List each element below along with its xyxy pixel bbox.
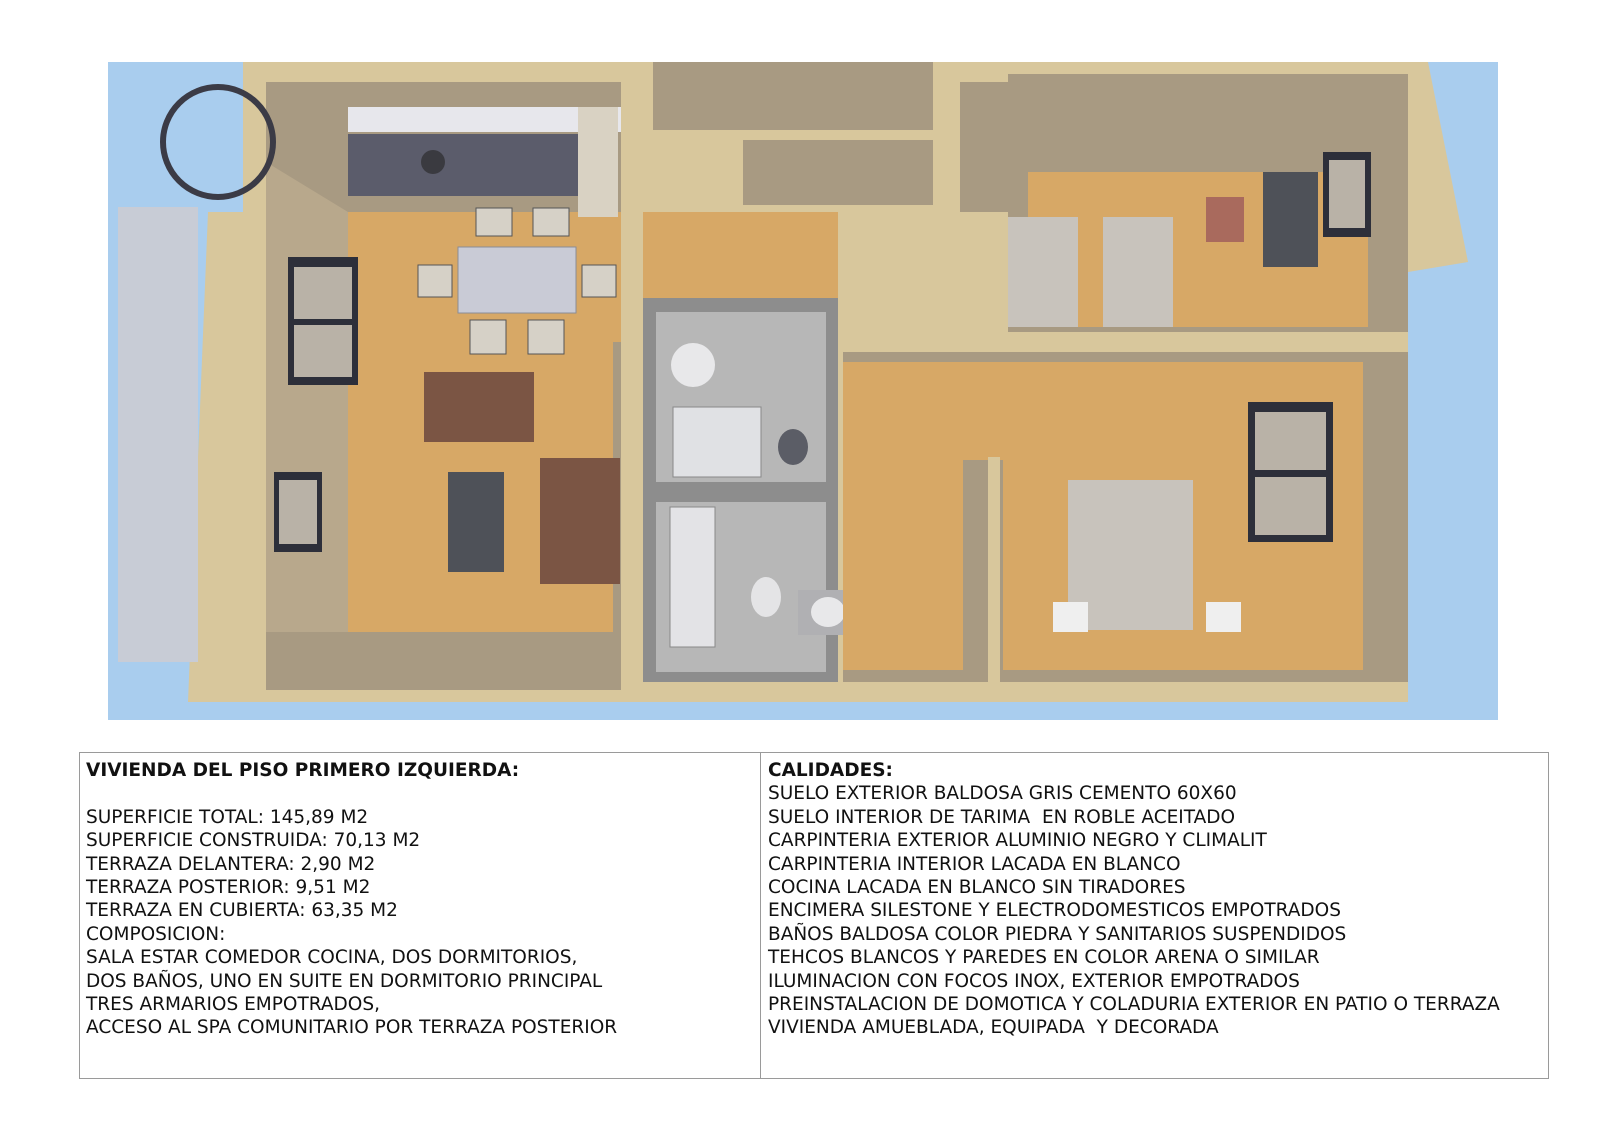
shower bbox=[673, 407, 761, 477]
floor-plan-render bbox=[108, 62, 1498, 720]
quality-line: CARPINTERIA EXTERIOR ALUMINIO NEGRO Y CLIMALIT bbox=[768, 830, 1267, 852]
window-glass bbox=[294, 325, 352, 377]
property-info-table bbox=[79, 752, 1549, 1079]
summary-line: TERRAZA POSTERIOR: 9,51 M2 bbox=[86, 877, 371, 899]
window-glass bbox=[1255, 477, 1326, 535]
quality-line: COCINA LACADA EN BLANCO SIN TIRADORES bbox=[768, 877, 1186, 899]
summary-line: TERRAZA DELANTERA: 2,90 M2 bbox=[86, 853, 376, 875]
window-glass bbox=[294, 267, 352, 319]
dining-chair bbox=[582, 265, 616, 297]
sofa bbox=[424, 372, 534, 442]
quality-line: BAÑOS BALDOSA COLOR PIEDRA Y SANITARIOS SUSPENDIDOS bbox=[768, 923, 1347, 945]
nightstand bbox=[1206, 602, 1241, 632]
window-glass bbox=[1329, 160, 1365, 228]
dining-chair bbox=[418, 265, 452, 297]
closet bbox=[743, 140, 933, 205]
dining-chair bbox=[470, 320, 506, 354]
spacer bbox=[86, 782, 746, 805]
washbasin bbox=[811, 597, 845, 627]
bathtub bbox=[670, 507, 715, 647]
armchair bbox=[1206, 197, 1244, 242]
quality-line: VIVIENDA AMUEBLADA, EQUIPADA Y DECORADA bbox=[768, 1017, 1219, 1039]
toilet bbox=[778, 429, 808, 465]
living-room-floor-perspective bbox=[266, 162, 348, 632]
summary-line: SALA ESTAR COMEDOR COCINA, DOS DORMITORIOS, bbox=[86, 947, 578, 969]
bed bbox=[1103, 217, 1173, 327]
interior-wall bbox=[838, 340, 1408, 352]
quality-line: SUELO EXTERIOR BALDOSA GRIS CEMENTO 60X60 bbox=[768, 783, 1237, 805]
summary-line: TRES ARMARIOS EMPOTRADOS, bbox=[86, 994, 380, 1016]
kitchen-sink bbox=[421, 150, 445, 174]
dining-chair bbox=[528, 320, 564, 354]
qualities-list bbox=[768, 759, 1538, 1040]
quality-line: SUELO INTERIOR DE TARIMA EN ROBLE ACEITADO bbox=[768, 806, 1236, 828]
nightstand bbox=[1053, 602, 1088, 632]
property-summary bbox=[86, 759, 746, 1040]
corridor-floor bbox=[848, 362, 1048, 452]
summary-line: SUPERFICIE TOTAL: 145,89 M2 bbox=[86, 806, 369, 828]
desk bbox=[1263, 172, 1318, 267]
kitchen-cabinets bbox=[348, 134, 578, 196]
interior-wall bbox=[988, 457, 1000, 682]
summary-line: ACCESO AL SPA COMUNITARIO POR TERRAZA POSTERIOR bbox=[86, 1017, 618, 1039]
dining-chair bbox=[533, 208, 569, 236]
window-glass bbox=[1255, 412, 1326, 470]
coffee-table bbox=[448, 472, 504, 572]
sofa bbox=[540, 458, 620, 584]
quality-line: CARPINTERIA INTERIOR LACADA EN BLANCO bbox=[768, 853, 1181, 875]
qualities-title: CALIDADES: bbox=[768, 760, 893, 781]
interior-wall bbox=[948, 62, 960, 332]
column-divider bbox=[760, 753, 761, 1078]
dining-chair bbox=[476, 208, 512, 236]
terrace-railing bbox=[118, 207, 198, 662]
summary-line: TERRAZA EN CUBIERTA: 63,35 M2 bbox=[86, 900, 398, 922]
quality-line: PREINSTALACION DE DOMOTICA Y COLADURIA EXTERIOR EN PATIO O TERRAZA bbox=[768, 994, 1500, 1016]
bathtub-round bbox=[671, 343, 715, 387]
dining-table bbox=[458, 247, 576, 313]
quality-line: ILUMINACION CON FOCOS INOX, EXTERIOR EMPOTRADOS bbox=[768, 970, 1300, 992]
toilet bbox=[751, 577, 781, 617]
quality-line: ENCIMERA SILESTONE Y ELECTRODOMESTICOS EMPOTRADOS bbox=[768, 900, 1341, 922]
summary-line: DOS BAÑOS, UNO EN SUITE EN DORMITORIO PRINCIPAL bbox=[86, 970, 603, 992]
kitchen-column bbox=[578, 107, 618, 217]
closet bbox=[653, 62, 933, 130]
quality-line: TEHCOS BLANCOS Y PAREDES EN COLOR ARENA O SIMILAR bbox=[768, 947, 1320, 969]
summary-line: SUPERFICIE CONSTRUIDA: 70,13 M2 bbox=[86, 830, 421, 852]
window-glass bbox=[279, 480, 317, 544]
floor-plan-illustration bbox=[108, 62, 1498, 720]
property-title: VIVIENDA DEL PISO PRIMERO IZQUIERDA: bbox=[86, 760, 520, 781]
interior-wall bbox=[621, 62, 643, 682]
bed bbox=[1008, 217, 1078, 327]
summary-line: COMPOSICION: bbox=[86, 923, 226, 945]
